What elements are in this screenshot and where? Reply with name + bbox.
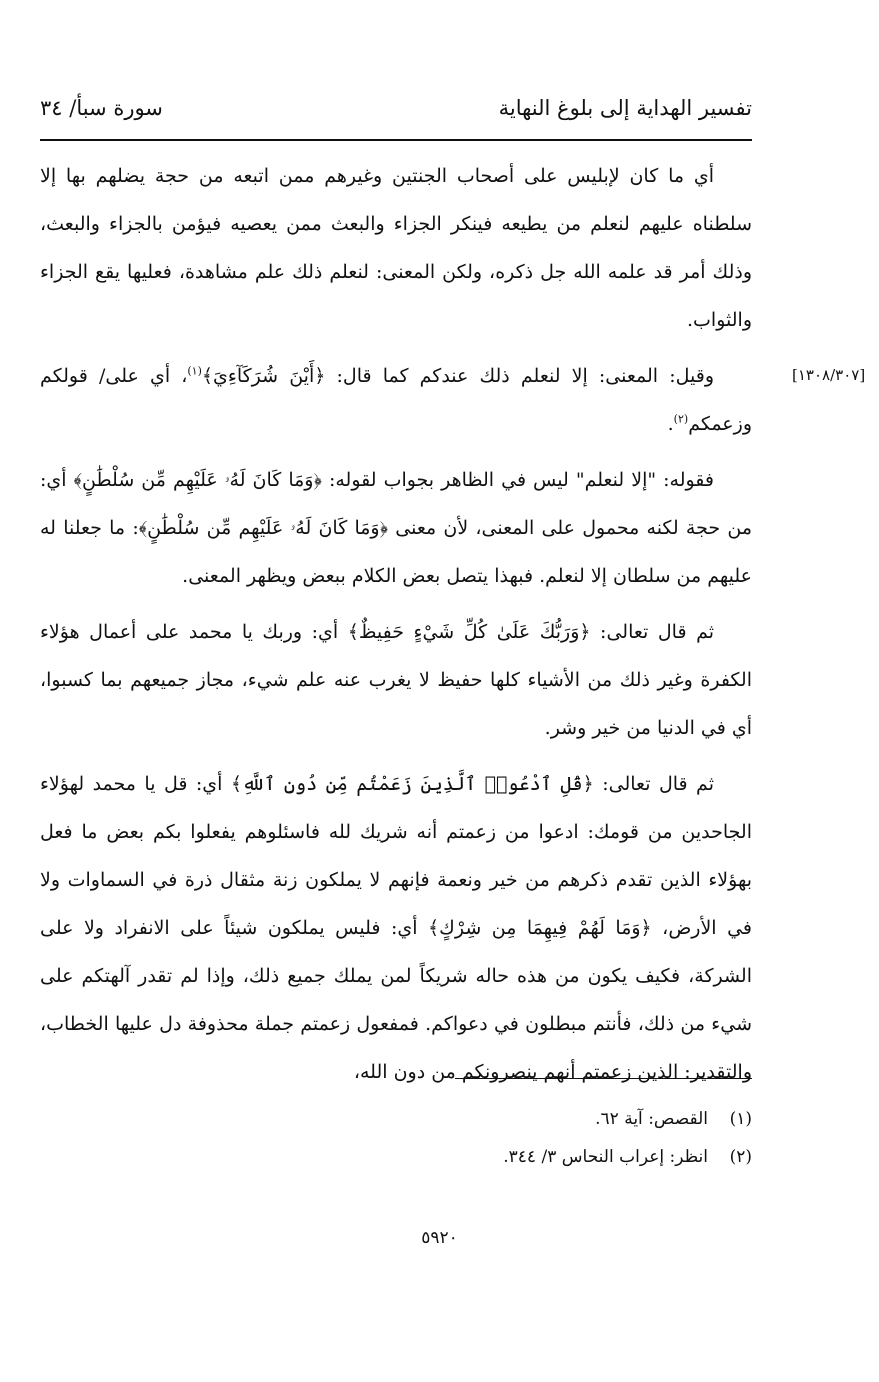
footnote-1 xyxy=(40,1104,752,1142)
quran-verse: ﴿وَمَا كَانَ لَهُۥ عَلَيْهِم مِّن سُلْطَٰنٍ﴾ xyxy=(138,517,389,539)
paragraph-3 xyxy=(40,456,752,600)
quran-verse: ﴿وَرَبُّكَ عَلَىٰ كُلِّ شَيْءٍ حَفِيظٌ﴾ xyxy=(347,621,591,643)
main-text xyxy=(40,152,752,1104)
paragraph-5-text-c: أي: فليس يملكون شيئاً على الانفراد ولا على الشركة، فكيف يكون من هذه حاله شريكاً لمن يملك جميع ذلك، وإذا لم تقدر آلهتكم على شيء من ذلك، فأنتم مبطلون في دعواكم. فمفعول زعمتم جملة محذوفة دل عليها الخطاب، والتقدير: الذين زعمتم أنهم ينصرونكم من دون الله، xyxy=(40,917,752,1083)
paragraph-2-text-c: . xyxy=(667,413,674,435)
header-rule xyxy=(40,139,752,141)
paragraph-5 xyxy=(40,760,752,1096)
footnote-ref-2: (٢) xyxy=(673,412,689,426)
footnote-ref-1: (١) xyxy=(187,364,202,378)
paragraph-4 xyxy=(40,608,752,752)
footnote-2 xyxy=(40,1142,752,1180)
paragraph-3-text-b: أي: من حجة لكنه محمول على المعنى، لأن معنى xyxy=(40,469,752,539)
quran-verse: ﴿وَمَا لَهُمْ فِيهِمَا مِن شِرْكٍ﴾ xyxy=(428,917,652,939)
footnote-number: (٢) xyxy=(729,1147,752,1167)
quran-verse: ﴿أَيْنَ شُرَكَآءِيَ﴾ xyxy=(201,365,326,387)
page-number: ٥٩٢٠ xyxy=(421,1228,458,1248)
paragraph-1: أي ما كان لإبليس على أصحاب الجنتين وغيرهم ممن اتبعه من حجة يضلهم بها إلا سلطناه عليهم لنعلم من يطيعه فينكر الجزاء والبعث ممن يعصيه فيؤمن بالجزاء والبعث، وذلك أمر قد علمه الله جل ذكره، ولكن المعنى: لنعلم ذلك علم مشاهدة، فعليها يقع الجزاء والثواب. xyxy=(40,165,752,331)
paragraph-3-text-c: : ما جعلنا له عليهم من سلطان إلا لنعلم. فبهذا يتصل بعض الكلام ببعض ويظهر المعنى. xyxy=(40,517,752,587)
quran-verse: ﴿قُلِ ٱدْعُوا۟ ٱلَّذِينَ زَعَمْتُم مِّن دُونِ ٱللَّهِ﴾ xyxy=(230,773,594,795)
paragraph-2 xyxy=(40,352,752,448)
book-title: تفسير الهداية إلى بلوغ النهاية xyxy=(498,96,752,120)
running-header xyxy=(40,92,752,130)
footnote-rule xyxy=(455,1078,752,1079)
paragraph-4-text-a: ثم قال تعالى: xyxy=(590,621,715,643)
paragraph-4-text-b: أي: وربك يا محمد على أعمال هؤلاء الكفرة وغير ذلك من الأشياء كلها حفيظ لا يغرب عنه علم شيء، مجاز جميعهم بما كسبوا، أي في الدنيا من خير وشر. xyxy=(40,621,752,739)
paragraph-2-text-a: وقيل: المعنى: إلا لنعلم ذلك عندكم كما قال: xyxy=(325,365,714,387)
paragraph-2-text-b: ، أي على/ قولكم وزعمكم xyxy=(40,365,752,435)
footnote-text: القصص: آية ٦٢. xyxy=(595,1109,708,1129)
paragraph-5-text-a: ثم قال تعالى: xyxy=(593,773,714,795)
quran-verse: ﴿وَمَا كَانَ لَهُۥ عَلَيْهِم مِّن سُلْطَٰنٍ﴾ xyxy=(73,469,322,491)
paragraph-3-text-a: فقوله: "إلا لنعلم" ليس في الظاهر بجواب لقوله: xyxy=(321,469,714,491)
footnote-number: (١) xyxy=(729,1109,752,1129)
paragraph-5-text-b: أي: قل يا محمد لهؤلاء الجاحدين من قومك: ادعوا من زعمتم أنه شريك لله فاسئلوهم يفعلوا بكم بعض ما فعل بهؤلاء الذين تقدم ذكرهم من خير ونعمة فإنهم لا يملكون زنة مثقال ذرة في السماوات ولا في الأرض، xyxy=(40,773,752,939)
footnote-text: انظر: إعراب النحاس ٣/ ٣٤٤. xyxy=(503,1147,708,1167)
footnotes xyxy=(40,1104,752,1180)
margin-reference: [١٣٠٨/٣٠٧] xyxy=(792,366,866,384)
surah-label: سورة سبأ/ ٣٤ xyxy=(40,96,163,120)
